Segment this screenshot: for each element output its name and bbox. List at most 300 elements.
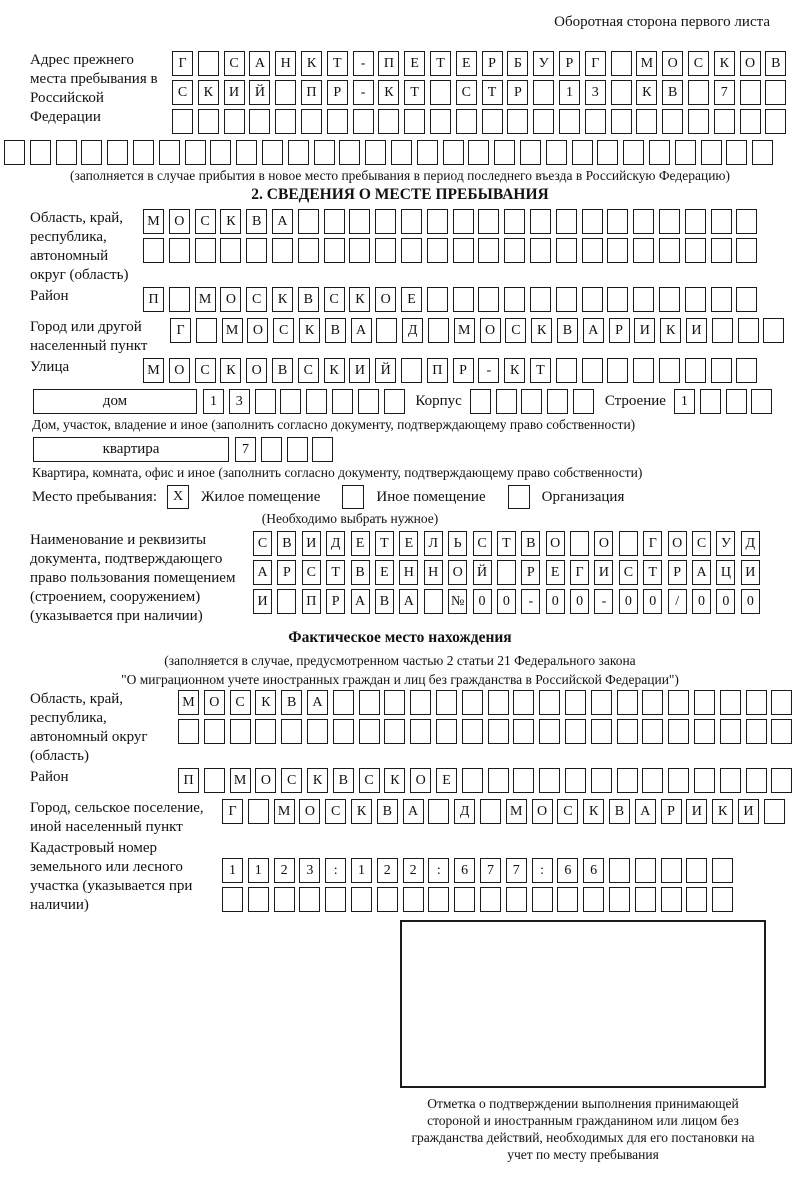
char-cell[interactable] (720, 768, 741, 793)
char-cell[interactable] (591, 719, 612, 744)
char-cell[interactable] (726, 389, 747, 414)
char-cell[interactable] (261, 437, 282, 462)
char-cell[interactable]: Е (401, 287, 422, 312)
char-cell[interactable] (659, 287, 680, 312)
char-cell[interactable]: Е (546, 560, 565, 585)
char-cell[interactable] (333, 719, 354, 744)
char-cell[interactable]: С (302, 560, 321, 585)
char-cell[interactable]: А (249, 51, 270, 76)
char-cell[interactable] (668, 690, 689, 715)
char-cell[interactable]: Е (351, 531, 370, 556)
char-cell[interactable] (533, 80, 554, 105)
char-cell[interactable]: К (272, 287, 293, 312)
char-cell[interactable] (530, 287, 551, 312)
char-cell[interactable]: 0 (716, 589, 735, 614)
char-cell[interactable] (582, 287, 603, 312)
char-cell[interactable]: Й (473, 560, 492, 585)
char-cell[interactable]: О (668, 531, 687, 556)
char-cell[interactable] (133, 140, 154, 165)
char-cell[interactable] (751, 389, 772, 414)
char-cell[interactable] (694, 768, 715, 793)
char-cell[interactable]: О (247, 318, 268, 343)
char-cell[interactable] (376, 318, 397, 343)
char-cell[interactable]: С (172, 80, 193, 105)
char-cell[interactable] (633, 287, 654, 312)
char-cell[interactable]: К (660, 318, 681, 343)
char-cell[interactable]: С (456, 80, 477, 105)
char-cell[interactable]: Г (570, 560, 589, 585)
char-cell[interactable]: Т (430, 51, 451, 76)
char-cell[interactable]: К (349, 287, 370, 312)
char-cell[interactable] (436, 690, 457, 715)
char-cell[interactable]: К (384, 768, 405, 793)
char-cell[interactable] (532, 887, 553, 912)
char-cell[interactable] (714, 109, 735, 134)
char-cell[interactable]: 0 (473, 589, 492, 614)
char-cell[interactable]: О (246, 358, 267, 383)
char-cell[interactable] (430, 80, 451, 105)
char-cell[interactable] (685, 358, 706, 383)
char-cell[interactable]: Е (375, 560, 394, 585)
char-cell[interactable] (248, 799, 269, 824)
char-cell[interactable]: Г (172, 51, 193, 76)
char-cell[interactable] (506, 887, 527, 912)
char-cell[interactable] (430, 109, 451, 134)
char-cell[interactable]: О (204, 690, 225, 715)
char-cell[interactable]: Т (375, 531, 394, 556)
char-cell[interactable] (539, 719, 560, 744)
char-cell[interactable]: О (220, 287, 241, 312)
char-cell[interactable] (298, 238, 319, 263)
char-cell[interactable] (591, 768, 612, 793)
char-cell[interactable]: Д (454, 799, 475, 824)
char-cell[interactable]: В (272, 358, 293, 383)
char-cell[interactable] (401, 209, 422, 234)
char-cell[interactable] (712, 318, 733, 343)
char-cell[interactable]: С (246, 287, 267, 312)
char-cell[interactable]: А (583, 318, 604, 343)
char-cell[interactable] (482, 109, 503, 134)
char-cell[interactable]: С (473, 531, 492, 556)
char-cell[interactable]: В (277, 531, 296, 556)
char-cell[interactable] (494, 140, 515, 165)
char-cell[interactable]: А (351, 589, 370, 614)
char-cell[interactable]: Е (399, 531, 418, 556)
char-cell[interactable] (488, 719, 509, 744)
char-cell[interactable] (556, 238, 577, 263)
char-cell[interactable]: В (325, 318, 346, 343)
char-cell[interactable] (583, 887, 604, 912)
char-cell[interactable] (617, 719, 638, 744)
char-cell[interactable] (222, 887, 243, 912)
char-cell[interactable]: 2 (377, 858, 398, 883)
char-cell[interactable] (488, 690, 509, 715)
char-cell[interactable]: С (557, 799, 578, 824)
char-cell[interactable]: Е (404, 51, 425, 76)
char-cell[interactable]: С (298, 358, 319, 383)
char-cell[interactable]: У (533, 51, 554, 76)
char-cell[interactable]: О (448, 560, 467, 585)
char-cell[interactable] (609, 887, 630, 912)
char-cell[interactable] (582, 209, 603, 234)
char-cell[interactable]: 0 (741, 589, 760, 614)
checkbox-organization[interactable] (508, 485, 530, 509)
char-cell[interactable] (591, 690, 612, 715)
char-cell[interactable]: - (594, 589, 613, 614)
char-cell[interactable]: А (635, 799, 656, 824)
char-cell[interactable] (275, 109, 296, 134)
char-cell[interactable] (178, 719, 199, 744)
char-cell[interactable]: Е (456, 51, 477, 76)
char-cell[interactable] (513, 768, 534, 793)
char-cell[interactable] (377, 887, 398, 912)
char-cell[interactable] (619, 531, 638, 556)
char-cell[interactable]: К (378, 80, 399, 105)
char-cell[interactable] (56, 140, 77, 165)
char-cell[interactable]: Р (507, 80, 528, 105)
char-cell[interactable] (633, 358, 654, 383)
char-cell[interactable]: И (686, 318, 707, 343)
char-cell[interactable] (196, 318, 217, 343)
char-cell[interactable] (401, 358, 422, 383)
char-cell[interactable]: - (521, 589, 540, 614)
char-cell[interactable]: С (281, 768, 302, 793)
char-cell[interactable] (726, 140, 747, 165)
char-cell[interactable] (443, 140, 464, 165)
char-cell[interactable] (764, 799, 785, 824)
char-cell[interactable] (565, 690, 586, 715)
char-cell[interactable]: С (325, 799, 346, 824)
char-cell[interactable] (456, 109, 477, 134)
char-cell[interactable]: К (301, 51, 322, 76)
char-cell[interactable]: И (686, 799, 707, 824)
char-cell[interactable] (740, 109, 761, 134)
char-cell[interactable] (30, 140, 51, 165)
char-cell[interactable]: С (195, 358, 216, 383)
char-cell[interactable] (255, 719, 276, 744)
char-cell[interactable] (763, 318, 784, 343)
char-cell[interactable]: К (324, 358, 345, 383)
char-cell[interactable]: В (609, 799, 630, 824)
char-cell[interactable] (349, 238, 370, 263)
char-cell[interactable] (675, 140, 696, 165)
char-cell[interactable] (659, 238, 680, 263)
char-cell[interactable] (633, 238, 654, 263)
char-cell[interactable] (462, 719, 483, 744)
char-cell[interactable] (556, 209, 577, 234)
char-cell[interactable]: А (272, 209, 293, 234)
char-cell[interactable]: А (399, 589, 418, 614)
char-cell[interactable]: Д (402, 318, 423, 343)
char-cell[interactable]: 1 (203, 389, 224, 414)
char-cell[interactable]: Т (530, 358, 551, 383)
char-cell[interactable]: - (478, 358, 499, 383)
char-cell[interactable]: Г (170, 318, 191, 343)
char-cell[interactable] (312, 437, 333, 462)
char-cell[interactable] (513, 719, 534, 744)
char-cell[interactable] (597, 140, 618, 165)
char-cell[interactable] (746, 690, 767, 715)
char-cell[interactable]: Р (521, 560, 540, 585)
char-cell[interactable] (547, 389, 568, 414)
char-cell[interactable]: Д (326, 531, 345, 556)
char-cell[interactable] (159, 140, 180, 165)
char-cell[interactable] (272, 238, 293, 263)
char-cell[interactable]: 1 (559, 80, 580, 105)
char-cell[interactable] (401, 238, 422, 263)
char-cell[interactable] (649, 140, 670, 165)
char-cell[interactable]: Й (375, 358, 396, 383)
char-cell[interactable] (255, 389, 276, 414)
char-cell[interactable]: 6 (583, 858, 604, 883)
char-cell[interactable]: 0 (692, 589, 711, 614)
char-cell[interactable] (488, 768, 509, 793)
char-cell[interactable] (275, 80, 296, 105)
char-cell[interactable]: М (230, 768, 251, 793)
char-cell[interactable] (642, 768, 663, 793)
char-cell[interactable]: 3 (585, 80, 606, 105)
char-cell[interactable] (324, 209, 345, 234)
char-cell[interactable] (172, 109, 193, 134)
char-cell[interactable] (298, 209, 319, 234)
char-cell[interactable] (609, 858, 630, 883)
char-cell[interactable] (607, 209, 628, 234)
char-cell[interactable]: Р (609, 318, 630, 343)
char-cell[interactable]: У (716, 531, 735, 556)
char-cell[interactable]: - (353, 80, 374, 105)
char-cell[interactable]: Р (668, 560, 687, 585)
char-cell[interactable] (771, 690, 792, 715)
char-cell[interactable] (736, 358, 757, 383)
char-cell[interactable]: К (299, 318, 320, 343)
char-cell[interactable] (230, 719, 251, 744)
char-cell[interactable] (497, 560, 516, 585)
char-cell[interactable] (668, 719, 689, 744)
char-cell[interactable] (694, 690, 715, 715)
char-cell[interactable]: К (220, 209, 241, 234)
char-cell[interactable]: О (375, 287, 396, 312)
char-cell[interactable] (736, 287, 757, 312)
char-cell[interactable]: И (594, 560, 613, 585)
char-cell[interactable] (210, 140, 231, 165)
char-cell[interactable] (453, 238, 474, 263)
char-cell[interactable]: К (504, 358, 525, 383)
char-cell[interactable] (410, 690, 431, 715)
char-cell[interactable]: Ц (716, 560, 735, 585)
char-cell[interactable] (427, 287, 448, 312)
char-cell[interactable]: П (301, 80, 322, 105)
char-cell[interactable] (607, 358, 628, 383)
char-cell[interactable]: В (765, 51, 786, 76)
char-cell[interactable] (424, 589, 443, 614)
char-cell[interactable] (711, 209, 732, 234)
char-cell[interactable] (573, 389, 594, 414)
char-cell[interactable]: И (302, 531, 321, 556)
char-cell[interactable]: 0 (643, 589, 662, 614)
char-cell[interactable] (454, 887, 475, 912)
checkbox-residential[interactable]: X (167, 485, 189, 509)
char-cell[interactable]: С (253, 531, 272, 556)
char-cell[interactable]: С (692, 531, 711, 556)
char-cell[interactable]: 7 (714, 80, 735, 105)
char-cell[interactable]: : (325, 858, 346, 883)
char-cell[interactable] (169, 238, 190, 263)
char-cell[interactable]: К (583, 799, 604, 824)
char-cell[interactable] (662, 109, 683, 134)
char-cell[interactable]: К (531, 318, 552, 343)
char-cell[interactable] (195, 238, 216, 263)
char-cell[interactable] (607, 238, 628, 263)
char-cell[interactable]: И (224, 80, 245, 105)
char-cell[interactable] (636, 109, 657, 134)
char-cell[interactable] (365, 140, 386, 165)
char-cell[interactable] (686, 858, 707, 883)
char-cell[interactable]: А (692, 560, 711, 585)
char-cell[interactable] (507, 109, 528, 134)
char-cell[interactable] (556, 287, 577, 312)
char-cell[interactable]: № (448, 589, 467, 614)
char-cell[interactable] (771, 719, 792, 744)
char-cell[interactable]: О (546, 531, 565, 556)
char-cell[interactable] (249, 109, 270, 134)
char-cell[interactable] (617, 768, 638, 793)
char-cell[interactable]: Е (436, 768, 457, 793)
char-cell[interactable] (585, 109, 606, 134)
char-cell[interactable] (752, 140, 773, 165)
char-cell[interactable] (701, 140, 722, 165)
char-cell[interactable] (520, 140, 541, 165)
char-cell[interactable] (736, 238, 757, 263)
char-cell[interactable] (107, 140, 128, 165)
char-cell[interactable]: О (532, 799, 553, 824)
char-cell[interactable] (353, 109, 374, 134)
char-cell[interactable] (738, 318, 759, 343)
char-cell[interactable] (375, 209, 396, 234)
char-cell[interactable] (711, 287, 732, 312)
char-cell[interactable] (688, 109, 709, 134)
char-cell[interactable]: 1 (351, 858, 372, 883)
char-cell[interactable]: 6 (454, 858, 475, 883)
char-cell[interactable] (468, 140, 489, 165)
char-cell[interactable]: И (741, 560, 760, 585)
char-cell[interactable] (359, 690, 380, 715)
char-cell[interactable]: О (169, 209, 190, 234)
char-cell[interactable] (712, 887, 733, 912)
char-cell[interactable]: М (274, 799, 295, 824)
char-cell[interactable] (478, 287, 499, 312)
char-cell[interactable]: Т (482, 80, 503, 105)
char-cell[interactable] (204, 719, 225, 744)
char-cell[interactable]: А (403, 799, 424, 824)
char-cell[interactable]: К (351, 799, 372, 824)
char-cell[interactable] (288, 140, 309, 165)
char-cell[interactable] (478, 209, 499, 234)
char-cell[interactable]: Т (643, 560, 662, 585)
char-cell[interactable]: 1 (674, 389, 695, 414)
char-cell[interactable] (262, 140, 283, 165)
char-cell[interactable] (611, 109, 632, 134)
char-cell[interactable] (642, 719, 663, 744)
char-cell[interactable] (480, 887, 501, 912)
char-cell[interactable]: С (273, 318, 294, 343)
char-cell[interactable]: В (557, 318, 578, 343)
char-cell[interactable] (384, 690, 405, 715)
char-cell[interactable]: В (375, 589, 394, 614)
char-cell[interactable] (746, 768, 767, 793)
char-cell[interactable] (358, 389, 379, 414)
char-cell[interactable] (504, 238, 525, 263)
char-cell[interactable] (504, 209, 525, 234)
char-cell[interactable] (539, 690, 560, 715)
char-cell[interactable] (427, 209, 448, 234)
char-cell[interactable]: В (246, 209, 267, 234)
char-cell[interactable]: Н (424, 560, 443, 585)
char-cell[interactable] (143, 238, 164, 263)
char-cell[interactable]: И (738, 799, 759, 824)
char-cell[interactable] (582, 238, 603, 263)
char-cell[interactable]: С (688, 51, 709, 76)
char-cell[interactable] (711, 238, 732, 263)
checkbox-other-premises[interactable] (342, 485, 364, 509)
char-cell[interactable] (685, 238, 706, 263)
char-cell[interactable] (659, 209, 680, 234)
char-cell[interactable] (565, 719, 586, 744)
char-cell[interactable]: К (712, 799, 733, 824)
char-cell[interactable] (765, 109, 786, 134)
char-cell[interactable]: Т (497, 531, 516, 556)
char-cell[interactable]: В (377, 799, 398, 824)
char-cell[interactable]: 7 (506, 858, 527, 883)
char-cell[interactable] (557, 887, 578, 912)
char-cell[interactable] (198, 51, 219, 76)
char-cell[interactable] (274, 887, 295, 912)
char-cell[interactable] (720, 719, 741, 744)
char-cell[interactable] (521, 389, 542, 414)
char-cell[interactable]: К (220, 358, 241, 383)
char-cell[interactable]: О (255, 768, 276, 793)
char-cell[interactable] (384, 389, 405, 414)
char-cell[interactable]: Р (453, 358, 474, 383)
char-cell[interactable] (81, 140, 102, 165)
char-cell[interactable]: Й (249, 80, 270, 105)
char-cell[interactable]: О (594, 531, 613, 556)
char-cell[interactable] (4, 140, 25, 165)
char-cell[interactable] (470, 389, 491, 414)
char-cell[interactable] (623, 140, 644, 165)
char-cell[interactable] (688, 80, 709, 105)
char-cell[interactable] (635, 887, 656, 912)
char-cell[interactable]: 2 (403, 858, 424, 883)
char-cell[interactable]: / (668, 589, 687, 614)
char-cell[interactable] (740, 80, 761, 105)
char-cell[interactable] (410, 719, 431, 744)
char-cell[interactable] (339, 140, 360, 165)
char-cell[interactable]: И (634, 318, 655, 343)
char-cell[interactable]: 7 (235, 437, 256, 462)
char-cell[interactable] (436, 719, 457, 744)
char-cell[interactable]: Р (326, 589, 345, 614)
char-cell[interactable] (333, 690, 354, 715)
char-cell[interactable] (332, 389, 353, 414)
char-cell[interactable] (771, 768, 792, 793)
char-cell[interactable]: Р (277, 560, 296, 585)
char-cell[interactable]: К (636, 80, 657, 105)
char-cell[interactable] (428, 887, 449, 912)
char-cell[interactable] (572, 140, 593, 165)
char-cell[interactable]: В (662, 80, 683, 105)
char-cell[interactable] (325, 887, 346, 912)
char-cell[interactable] (462, 690, 483, 715)
